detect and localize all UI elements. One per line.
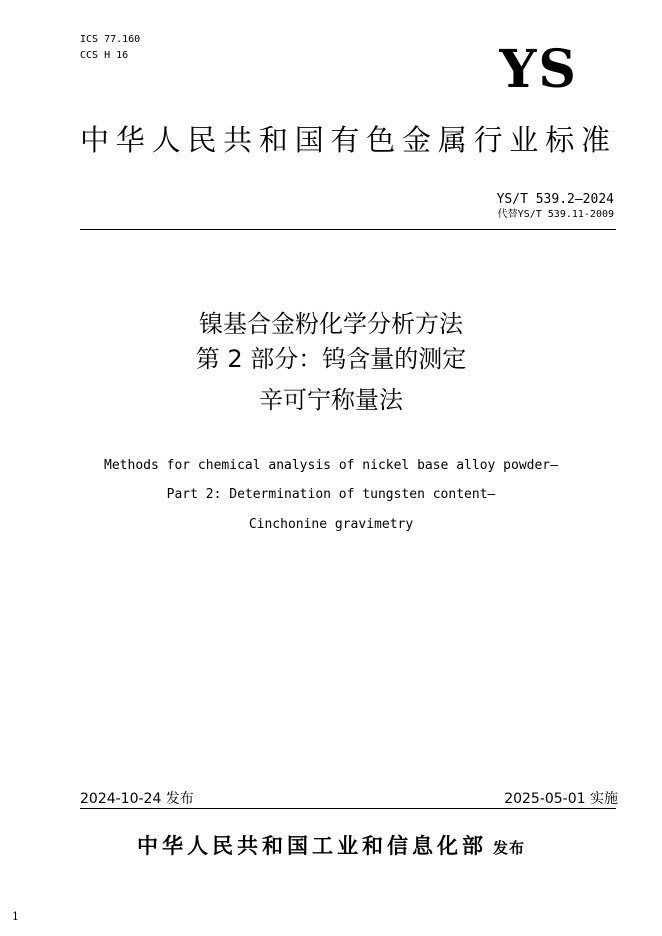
standard-number: YS/T 539.2—2024 (496, 192, 614, 207)
ics-code: ICS 77.160 (80, 34, 141, 45)
ys-logo: YS (499, 39, 578, 100)
classification-codes (80, 32, 140, 64)
chinese-title-line-1: 镍基合金粉化学分析方法 (199, 310, 463, 338)
standard-category-title: 中华人民共和国有色金属行业标准 (80, 123, 616, 157)
top-divider (80, 229, 616, 230)
english-title-line-2: Part 2: Determination of tungsten content— (166, 487, 496, 502)
implementation-date: 2025-05-01 实施 (504, 791, 618, 807)
issue-date: 2024-10-24 发布 (80, 791, 194, 807)
ccs-code: CCS H 16 (80, 50, 129, 61)
issuer-suffix: 发布 (492, 839, 525, 857)
page-number: 1 (12, 910, 19, 923)
bottom-divider (80, 808, 616, 809)
replaces-standard: 代替YS/T 539.11-2009 (497, 209, 614, 220)
chinese-title-line-2: 第 2 部分：钨含量的测定 (195, 345, 467, 373)
issuer-name: 中华人民共和国工业和信息化部 (136, 834, 487, 858)
chinese-title-line-3: 辛可宁称量法 (259, 386, 403, 414)
english-title-line-3: Cinchonine gravimetry (248, 517, 414, 532)
english-title-line-1: Methods for chemical analysis of nickel base alloy powder— (104, 458, 558, 473)
issuing-authority (0, 830, 662, 864)
